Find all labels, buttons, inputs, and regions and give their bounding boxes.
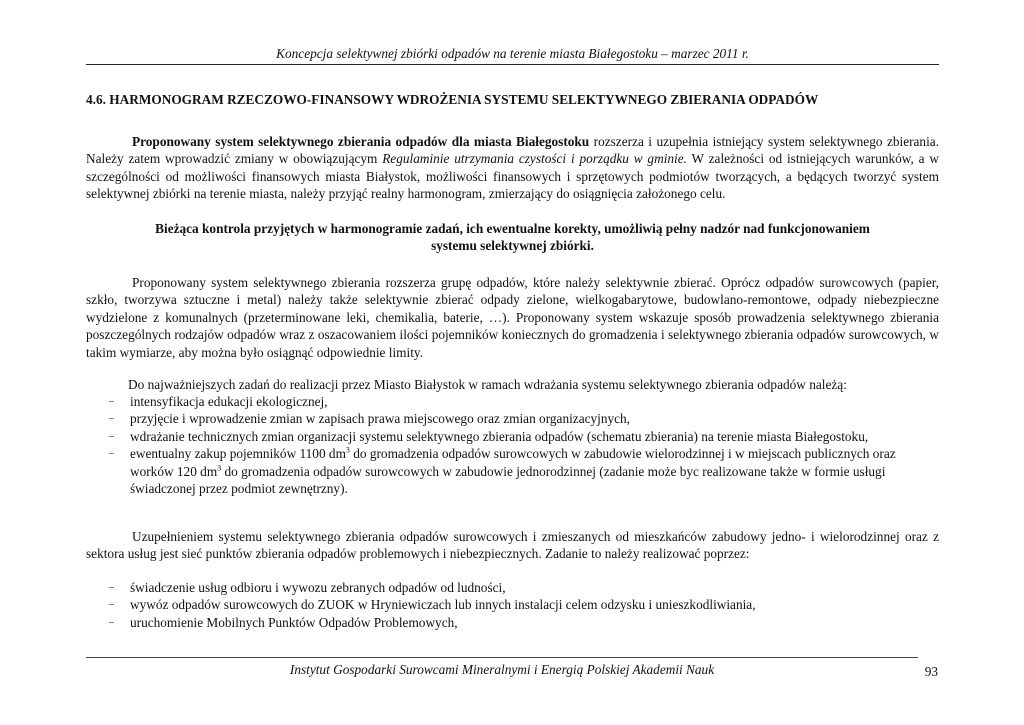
paragraph-problem-waste [86,528,939,563]
list-item [86,410,939,427]
dash-bullet: – [109,430,114,442]
task-list [86,393,939,497]
dash-bullet: – [109,413,114,425]
paragraph-intro [86,133,939,203]
superscript: 3 [345,445,350,455]
intro-text-a: rozszerza i uzupełnia istniejący system selektywnego zbierania. Należy zatem wprowadzić zmiany w obowiązującym [86,134,939,167]
task-text: wywóz odpadów surowcowych do ZUOK w Hryniewiczach lub innych instalacji celem odzysku i unieszkodliwiania, [130,597,756,613]
header-divider [86,64,939,65]
intro-regulation-title: Regulaminie utrzymania czystości i porządku w gminie. [382,151,687,167]
emphasis-line-2: systemu selektywnej zbiórki. [431,238,594,254]
dash-bullet: – [109,396,114,407]
task-list-2 [86,579,939,631]
list-item [86,428,939,445]
task-text-a: ewentualny zakup pojemników 1100 dm [130,446,346,462]
dash-bullet: – [109,616,114,628]
task-text: przyjęcie i wprowadzenie zmian w zapisach prawa miejscowego oraz zmian organizacyjnych, [130,411,631,427]
paragraph-waste-groups [86,274,939,361]
page-number: 93 [924,664,938,679]
task-text: intensyfikacja edukacji ekologicznej, [130,394,328,409]
footer-divider [86,657,918,658]
list-item [86,579,939,596]
task-text: wdrażanie technicznych zmian organizacji systemu selektywnego zbierania odpadów (schematu zbierania) na terenie miasta Białegostoku, [130,428,869,444]
intro-bold-lead: Proponowany system selektywnego zbierania odpadów dla miasta Białegostoku [132,134,590,149]
intro-text-b: W zależności od istniejących warunków, a w szczególności od możliwości finansowych miasta Białystok, możliwości finansowych i sprzętowych podmiotów tworzących, a będących tworzyć system selektywnej zbiórki na terenie miasta, należy przyjąć realny harmonogram, zmierzający do osiągnięcia założonego celu. [86,151,939,202]
task-text: uruchomienie Mobilnych Punktów Odpadów Problemowych, [130,614,458,630]
list-item [86,596,939,613]
task-text: świadczenie usług odbioru i wywozu zebranych odpadów od ludności, [130,580,506,595]
page-header: Koncepcja selektywnej zbiórki odpadów na terenie miasta Białegostoku – marzec 2011 r. [276,46,749,61]
dash-bullet: – [109,448,114,460]
dash-bullet: – [109,599,114,611]
dash-bullet: – [109,582,114,593]
emphasis-statement [86,220,939,255]
tasks-intro-text: Do najważniejszych zadań do realizacji przez Miasto Białystok w ramach wdrażania systemu selektywnego zbierania odpadów należą: [128,377,847,392]
waste-groups-text: Proponowany system selektywnego zbierania rozszerza grupę odpadów, które należy selektywnie zbierać. Oprócz odpadów surowcowych (papier, szkło, tworzywa sztuczne i metal) należy także selektywnie zbierać odpady zielone, wielkogabarytowe, budowlano-remontowe, odpady niebezpieczne wydzielone z komunalnych (przeterminowane leki, chemikalia, baterie, …). Proponowany system wskazuje sposób prowadzenia selektywnego zbierania poszczególnych rodzajów odpadów wraz z oszacowaniem ilości pojemników koniecznych do gromadzenia i selektywnego zbierania odpadów surowcowych, w takim wymiarze, aby można było osiągnąć odpowiednie limity. [86,275,939,360]
task-text-c: do gromadzenia odpadów surowcowych w zabudowie jednorodzinnej (zadanie może byc realizowane także w formie usługi świadczonej przez podmiot zewnętrzny). [130,463,886,497]
section-title: 4.6. HARMONOGRAM RZECZOWO-FINANSOWY WDROŻENIA SYSTEMU SELEKTYWNEGO ZBIERANIA ODPADÓW [86,92,819,107]
task-text-b: do gromadzenia odpadów surowcowych w zabudowie wielorodzinnej i w miejscach publicznych oraz worków 120 dm [130,446,896,479]
list-item [86,614,939,631]
emphasis-line-1: Bieżąca kontrola przyjętych w harmonogramie zadań, ich ewentualne korekty, umożliwią pełny nadzór nad funkcjonowaniem [155,221,870,236]
paragraph-tasks-intro [86,376,939,393]
page-footer: Instytut Gospodarki Surowcami Mineralnymi i Energią Polskiej Akademii Nauk [289,662,715,677]
list-item [86,393,939,410]
list-item [86,445,939,497]
superscript: 3 [217,463,222,473]
problem-waste-text: Uzupełnieniem systemu selektywnego zbierania odpadów surowcowych i zmieszanych od mieszkańców zabudowy jedno- i wielorodzinnej oraz z sektora usług jest sieć punktów zbierania odpadów problemowych i niebezpiecznych. Zadanie to należy realizować poprzez: [86,529,939,562]
